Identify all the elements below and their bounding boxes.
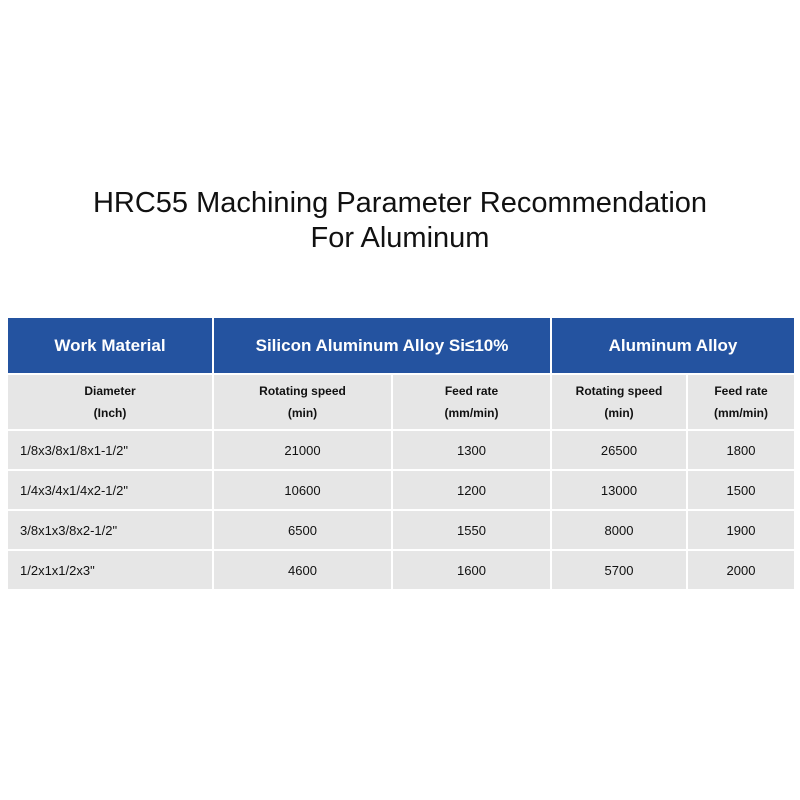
table-row xyxy=(8,431,794,469)
cell-si-speed: 10600 xyxy=(214,471,391,509)
subheader-si-feed xyxy=(393,375,550,429)
page-title xyxy=(0,186,800,256)
unit: (Inch) xyxy=(93,406,127,420)
unit: (mm/min) xyxy=(444,406,499,420)
subheader-row xyxy=(8,375,794,429)
label: Feed rate xyxy=(444,384,499,398)
cell-al-feed: 2000 xyxy=(688,551,794,589)
cell-al-feed: 1900 xyxy=(688,511,794,549)
cell-si-feed: 1600 xyxy=(393,551,550,589)
cell-al-speed: 8000 xyxy=(552,511,686,549)
cell-si-speed: 21000 xyxy=(214,431,391,469)
title-line-1: HRC55 Machining Parameter Recommendation xyxy=(92,187,708,219)
cell-si-feed: 1550 xyxy=(393,511,550,549)
label: Feed rate xyxy=(714,384,768,398)
title-line-2: For Aluminum xyxy=(310,222,490,254)
unit: (min) xyxy=(287,406,318,420)
header-row xyxy=(8,318,794,373)
label: Rotating speed xyxy=(575,384,663,398)
cell-diameter: 1/2x1x1/2x3" xyxy=(8,551,212,589)
parameter-table xyxy=(6,316,796,591)
table-row xyxy=(8,551,794,589)
cell-si-feed: 1200 xyxy=(393,471,550,509)
subheader-diameter xyxy=(8,375,212,429)
label: Diameter xyxy=(84,384,136,398)
subheader-si-speed xyxy=(214,375,391,429)
header-silicon-aluminum: Silicon Aluminum Alloy Si≤10% xyxy=(214,318,550,373)
cell-al-speed: 13000 xyxy=(552,471,686,509)
header-aluminum-alloy: Aluminum Alloy xyxy=(552,318,794,373)
cell-al-feed: 1500 xyxy=(688,471,794,509)
cell-si-speed: 4600 xyxy=(214,551,391,589)
table-row xyxy=(8,471,794,509)
header-work-material: Work Material xyxy=(8,318,212,373)
cell-si-feed: 1300 xyxy=(393,431,550,469)
cell-al-speed: 26500 xyxy=(552,431,686,469)
label: Rotating speed xyxy=(259,384,346,398)
cell-diameter: 1/4x3/4x1/4x2-1/2" xyxy=(8,471,212,509)
subheader-al-feed xyxy=(688,375,794,429)
cell-si-speed: 6500 xyxy=(214,511,391,549)
cell-al-feed: 1800 xyxy=(688,431,794,469)
unit: (min) xyxy=(604,406,634,420)
table-row xyxy=(8,511,794,549)
subheader-al-speed xyxy=(552,375,686,429)
cell-diameter: 3/8x1x3/8x2-1/2" xyxy=(8,511,212,549)
cell-al-speed: 5700 xyxy=(552,551,686,589)
cell-diameter: 1/8x3/8x1/8x1-1/2" xyxy=(8,431,212,469)
unit: (mm/min) xyxy=(714,406,768,420)
